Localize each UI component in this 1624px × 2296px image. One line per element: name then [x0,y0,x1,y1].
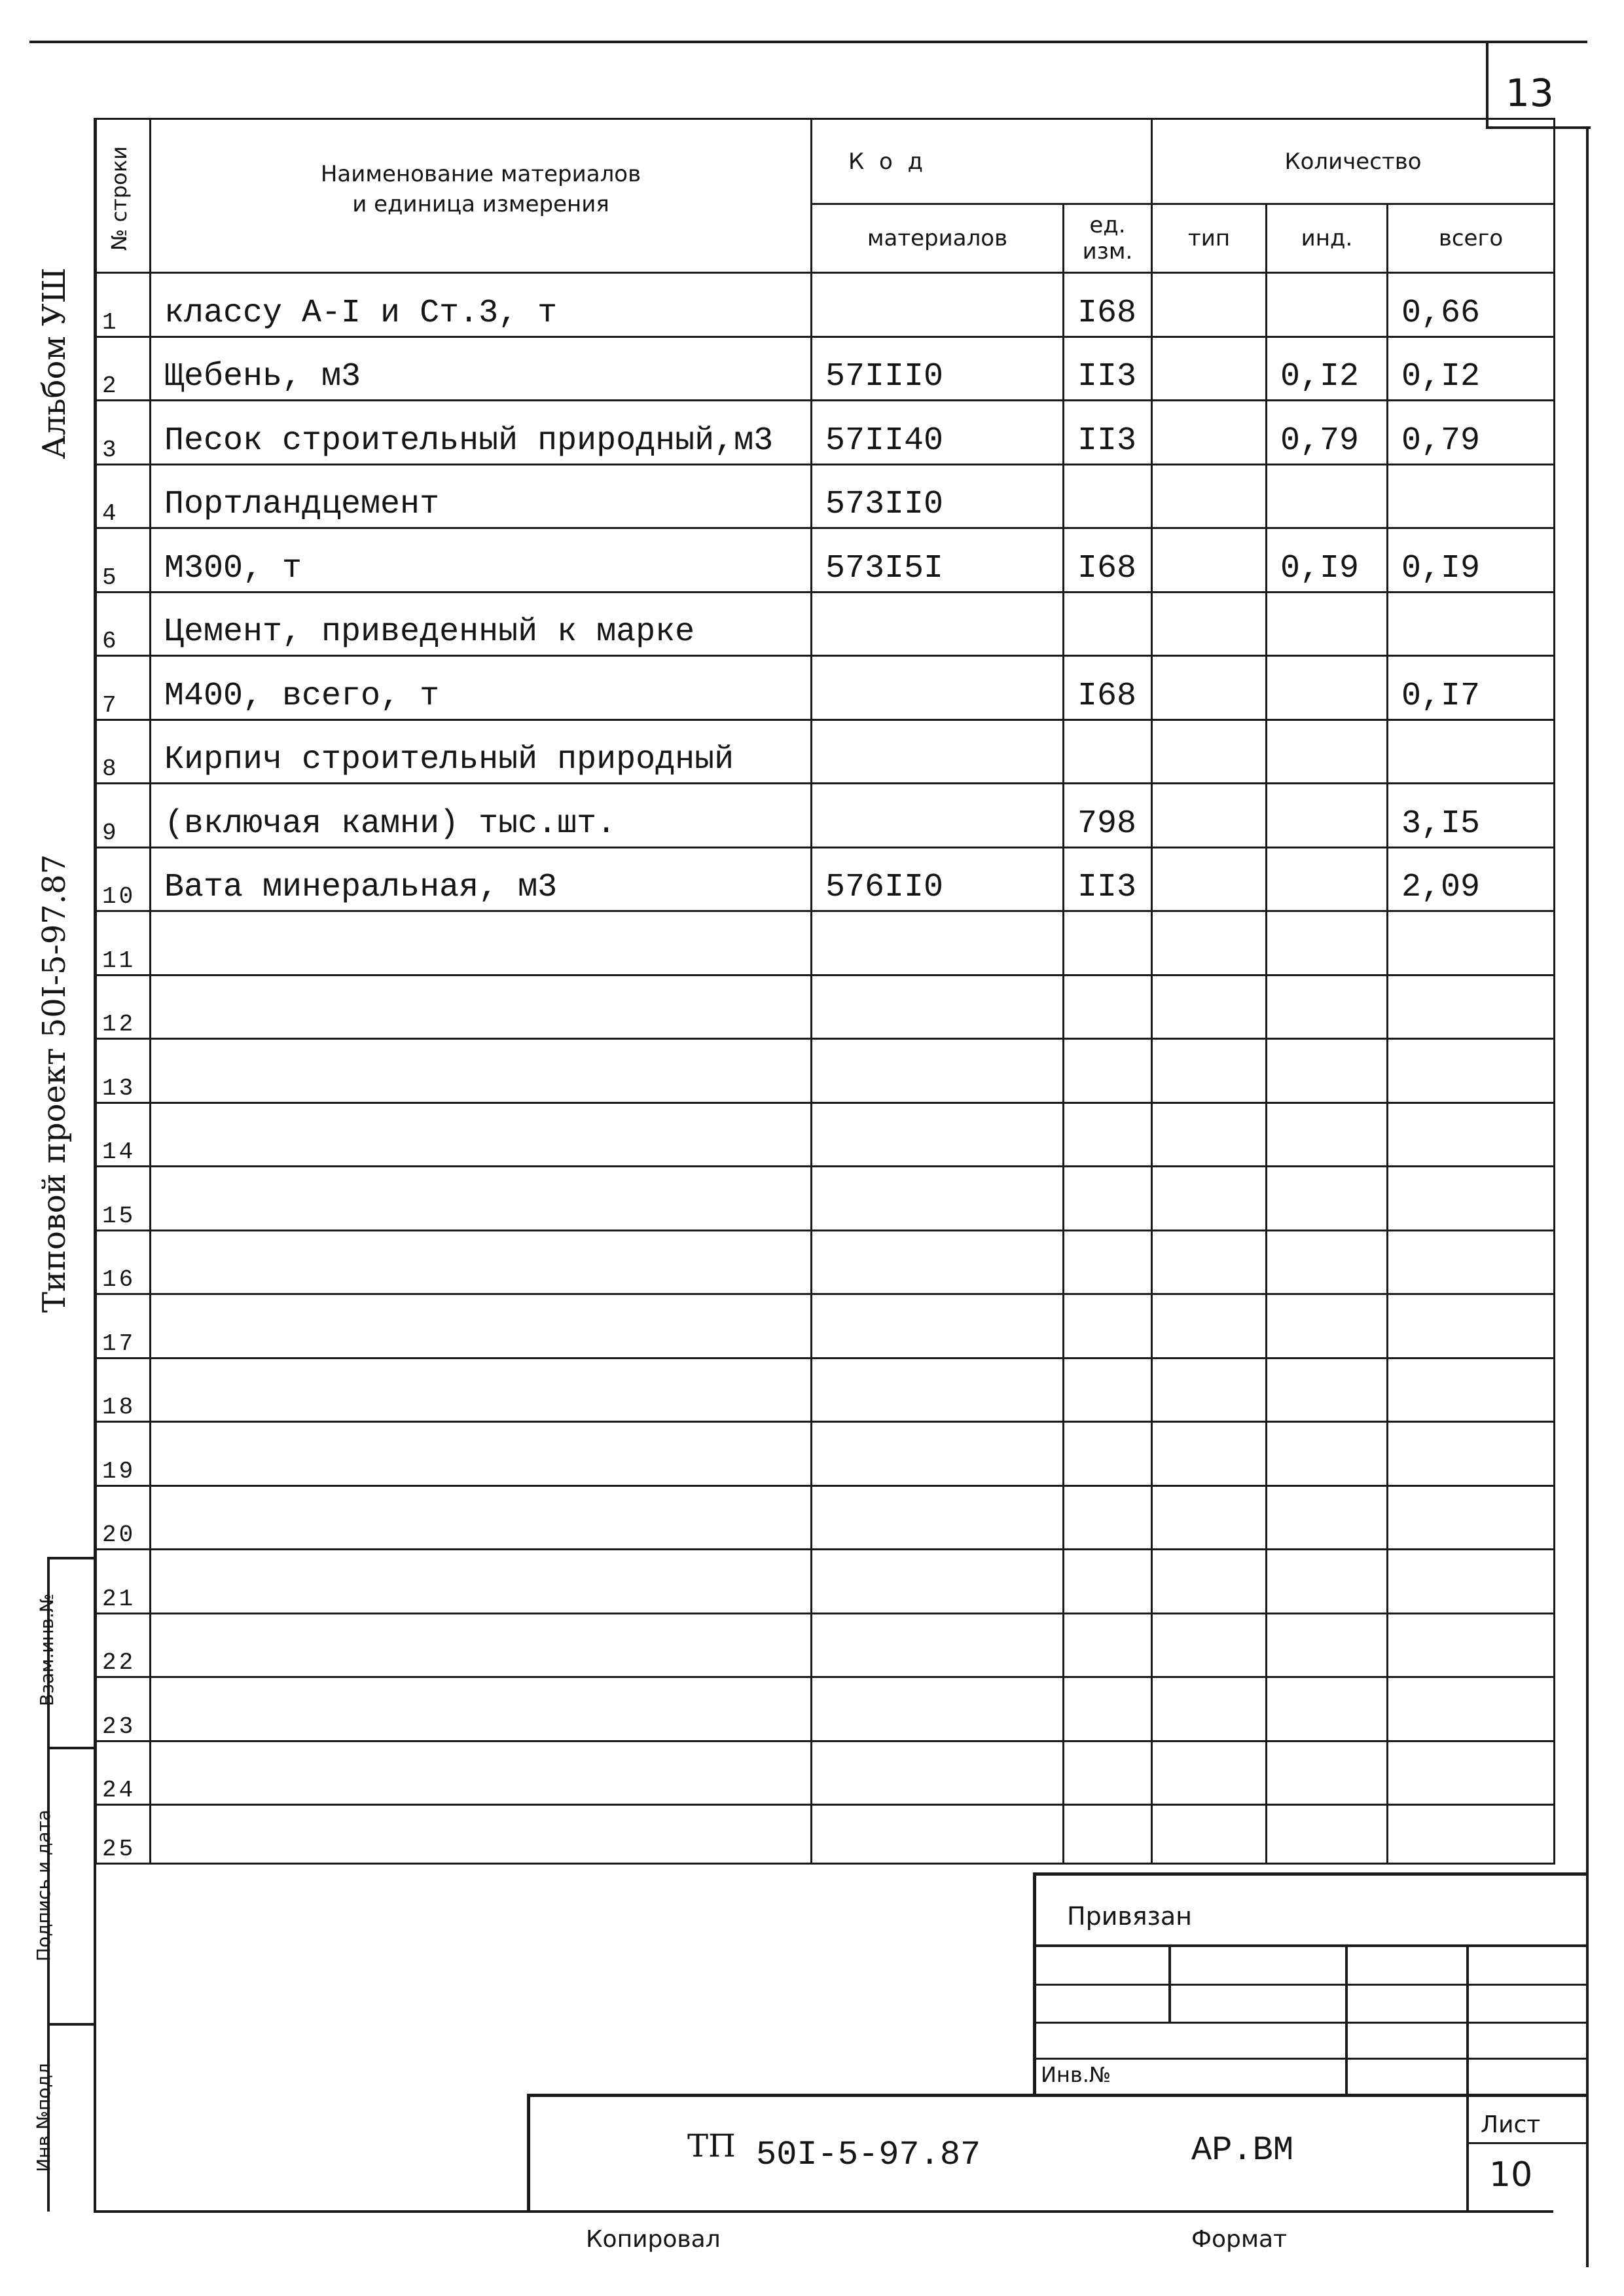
material-name [151,1741,812,1805]
table-row [96,1613,1555,1677]
qty-ind [1267,464,1388,528]
unit-code: II3 [1064,847,1152,911]
material-code [812,1741,1064,1805]
material-name [151,1550,812,1614]
materials-table [95,118,1555,1865]
material-code [812,911,1064,975]
qty-tip [1152,784,1267,848]
kopiroval-label: Копировал [586,2226,721,2253]
qty-total [1388,1613,1555,1677]
row-number: 20 [96,1485,151,1550]
qty-tip [1152,337,1267,401]
privyazan-row-1 [1034,1944,1587,1947]
table-row [96,1805,1555,1864]
unit-code [1064,1358,1152,1422]
material-name: Цемент, приведенный к марке [151,592,812,656]
qty-total: 0,I7 [1388,656,1555,720]
table-row [96,847,1555,911]
material-name [151,1167,812,1231]
document-mark: АР.ВМ [1191,2131,1294,2170]
qty-total: 3,I5 [1388,784,1555,848]
table-row [96,720,1555,784]
side-stamp-divider-3 [47,2023,96,2026]
table-row [96,911,1555,975]
project-code: 50I-5-97.87 [756,2136,981,2174]
row-number: 5 [96,528,151,592]
unit-code: I68 [1064,656,1152,720]
bottom-frame-line [94,2210,1553,2213]
qty-tip [1152,1677,1267,1741]
row-number: 1 [96,273,151,337]
table-row [96,1358,1555,1422]
table-row [96,337,1555,401]
table-row [96,1485,1555,1550]
inv-no-label: Инв.№ [1041,2062,1111,2087]
qty-tip [1152,1358,1267,1422]
row-number: 12 [96,975,151,1039]
material-code [812,1422,1064,1486]
qty-ind [1267,273,1388,337]
qty-tip [1152,1039,1267,1103]
material-code: 57III0 [812,337,1064,401]
side-stamp-divider-1 [47,1557,96,1559]
material-code [812,1039,1064,1103]
qty-tip [1152,975,1267,1039]
material-name: Кирпич строительный природный [151,720,812,784]
qty-total [1388,1550,1555,1614]
qty-ind [1267,1677,1388,1741]
qty-tip [1152,1485,1267,1550]
qty-ind: 0,I2 [1267,337,1388,401]
material-name: Вата минеральная, м3 [151,847,812,911]
unit-code [1064,1741,1152,1805]
side-stamp-divider-2 [47,1747,96,1749]
qty-total: 0,I9 [1388,528,1555,592]
page-number-box-left [1486,41,1489,129]
qty-total [1388,1422,1555,1486]
material-name: Портландцемент [151,464,812,528]
material-name: М400, всего, т [151,656,812,720]
page-number: 13 [1506,71,1554,115]
qty-ind: 0,79 [1267,401,1388,465]
qty-tip [1152,1550,1267,1614]
qty-total [1388,592,1555,656]
header-total: всего [1388,204,1555,273]
unit-code: 798 [1064,784,1152,848]
qty-total [1388,1039,1555,1103]
side-inv-label: Инв.№подл. [33,2057,54,2172]
privyazan-col-3 [1466,1944,1469,2095]
qty-ind [1267,1230,1388,1294]
qty-total: 0,66 [1388,273,1555,337]
row-number: 15 [96,1167,151,1231]
side-album-label: Альбом УШ [36,267,73,460]
qty-tip [1152,1230,1267,1294]
table-row [96,1550,1555,1614]
qty-ind: 0,I9 [1267,528,1388,592]
material-name: Щебень, м3 [151,337,812,401]
unit-code [1064,1677,1152,1741]
material-code [812,1294,1064,1358]
qty-ind [1267,1613,1388,1677]
material-name [151,1613,812,1677]
header-code: К о д [812,119,1152,204]
row-number: 16 [96,1230,151,1294]
unit-code: I68 [1064,528,1152,592]
tp-label: ТП [687,2128,736,2164]
qty-total [1388,720,1555,784]
table-row [96,656,1555,720]
qty-tip [1152,1805,1267,1864]
row-number: 18 [96,1358,151,1422]
table-row [96,528,1555,592]
unit-code [1064,1039,1152,1103]
table-row [96,1677,1555,1741]
row-number: 22 [96,1613,151,1677]
table-row [96,1422,1555,1486]
qty-total: 2,09 [1388,847,1555,911]
row-number: 2 [96,337,151,401]
qty-total [1388,1358,1555,1422]
unit-code [1064,720,1152,784]
qty-total [1388,1485,1555,1550]
qty-tip [1152,401,1267,465]
table-row [96,1230,1555,1294]
unit-code [1064,1102,1152,1167]
material-name: классу А-I и Ст.3, т [151,273,812,337]
row-number: 21 [96,1550,151,1614]
qty-ind [1267,720,1388,784]
list-label-divider [1466,2142,1587,2144]
material-name [151,1102,812,1167]
title-block-left [527,2094,530,2212]
row-number: 3 [96,401,151,465]
row-number: 6 [96,592,151,656]
material-name [151,1230,812,1294]
unit-code [1064,1805,1152,1864]
unit-code: II3 [1064,401,1152,465]
qty-total: 0,79 [1388,401,1555,465]
qty-tip [1152,1294,1267,1358]
qty-total [1388,1677,1555,1741]
qty-total [1388,1741,1555,1805]
privyazan-row-2 [1034,1984,1587,1986]
row-number: 17 [96,1294,151,1358]
header-ind: инд. [1267,204,1388,273]
material-name [151,1358,812,1422]
material-name: (включая камни) тыс.шт. [151,784,812,848]
qty-total [1388,1230,1555,1294]
table-row [96,975,1555,1039]
unit-code [1064,1485,1152,1550]
qty-ind [1267,1550,1388,1614]
title-block-list-divider [1466,2094,1469,2212]
qty-tip [1152,1613,1267,1677]
qty-tip [1152,1422,1267,1486]
header-code-material: материалов [812,204,1064,273]
row-number: 10 [96,847,151,911]
table-row [96,1741,1555,1805]
unit-code [1064,975,1152,1039]
material-code [812,592,1064,656]
material-code [812,1613,1064,1677]
qty-ind [1267,1485,1388,1550]
material-code [812,720,1064,784]
material-code [812,1485,1064,1550]
material-name [151,1039,812,1103]
table-row [96,464,1555,528]
unit-code [1064,1167,1152,1231]
qty-ind [1267,1422,1388,1486]
material-code [812,975,1064,1039]
qty-ind [1267,1805,1388,1864]
material-code [812,273,1064,337]
header-quantity: Количество [1152,119,1555,204]
table-row [96,1039,1555,1103]
qty-tip [1152,1167,1267,1231]
side-project-label: Типовой проект 50I-5-97.87 [36,854,73,1313]
unit-code [1064,1550,1152,1614]
qty-ind [1267,847,1388,911]
qty-tip [1152,273,1267,337]
unit-code [1064,1613,1152,1677]
qty-total [1388,1805,1555,1864]
material-name [151,1294,812,1358]
unit-code: I68 [1064,273,1152,337]
header-tip: тип [1152,204,1267,273]
header-row-number: № строки [96,119,151,273]
qty-ind [1267,1167,1388,1231]
material-code [812,784,1064,848]
top-border-line [29,41,1587,43]
privyazan-row-3 [1034,2022,1587,2024]
table-row [96,592,1555,656]
material-name: Песок строительный природный,м3 [151,401,812,465]
qty-tip [1152,847,1267,911]
row-number: 8 [96,720,151,784]
row-number: 4 [96,464,151,528]
unit-code [1064,1294,1152,1358]
table-row [96,784,1555,848]
qty-ind [1267,592,1388,656]
privyazan-top [1034,1872,1587,1876]
header-name: Наименование материалов и единица измерения [151,119,812,273]
qty-tip [1152,528,1267,592]
qty-total: 0,I2 [1388,337,1555,401]
row-number: 11 [96,911,151,975]
row-number: 14 [96,1102,151,1167]
material-name [151,1677,812,1741]
qty-total [1388,1102,1555,1167]
table-row [96,1167,1555,1231]
material-code [812,1167,1064,1231]
privyazan-row-4 [1034,2058,1587,2060]
material-code [812,1102,1064,1167]
side-podpis-label: Подпись и дата [33,1810,54,1961]
material-name [151,1485,812,1550]
list-label: Лист [1481,2111,1541,2138]
title-block-top [527,2094,1587,2097]
format-label: Формат [1191,2226,1288,2253]
material-code [812,1358,1064,1422]
table-row [96,1294,1555,1358]
material-code [812,656,1064,720]
qty-ind [1267,975,1388,1039]
row-number: 7 [96,656,151,720]
unit-code [1064,1422,1152,1486]
material-code: 573II0 [812,464,1064,528]
material-code [812,1677,1064,1741]
material-code [812,1805,1064,1864]
qty-tip [1152,464,1267,528]
qty-tip [1152,720,1267,784]
qty-tip [1152,1741,1267,1805]
table-row [96,1102,1555,1167]
privyazan-label: Привязан [1067,1902,1192,1931]
row-number: 13 [96,1039,151,1103]
qty-ind [1267,784,1388,848]
row-number: 9 [96,784,151,848]
qty-total [1388,464,1555,528]
row-number: 23 [96,1677,151,1741]
privyazan-col-1 [1168,1944,1171,2023]
qty-total [1388,1294,1555,1358]
qty-ind [1267,1741,1388,1805]
material-name [151,1805,812,1864]
unit-code: II3 [1064,337,1152,401]
side-vzam-label: Взам.инв.№ [36,1593,58,1707]
qty-ind [1267,911,1388,975]
table-row [96,273,1555,337]
qty-ind [1267,1294,1388,1358]
qty-tip [1152,1102,1267,1167]
unit-code [1064,464,1152,528]
material-code [812,1550,1064,1614]
privyazan-col-2 [1345,1944,1348,2095]
row-number: 19 [96,1422,151,1486]
material-name: М300, т [151,528,812,592]
row-number: 25 [96,1805,151,1864]
material-code: 573I5I [812,528,1064,592]
qty-total [1388,975,1555,1039]
qty-ind [1267,656,1388,720]
material-code: 576II0 [812,847,1064,911]
qty-ind [1267,1102,1388,1167]
unit-code [1064,911,1152,975]
qty-tip [1152,911,1267,975]
qty-total [1388,1167,1555,1231]
qty-tip [1152,656,1267,720]
material-code [812,1230,1064,1294]
list-number: 10 [1489,2155,1533,2195]
unit-code [1064,1230,1152,1294]
material-name [151,911,812,975]
material-name [151,1422,812,1486]
row-number: 24 [96,1741,151,1805]
qty-ind [1267,1039,1388,1103]
qty-total [1388,911,1555,975]
qty-tip [1152,592,1267,656]
header-unit: ед. изм. [1064,204,1152,273]
qty-ind [1267,1358,1388,1422]
material-code: 57II40 [812,401,1064,465]
table-row [96,401,1555,465]
unit-code [1064,592,1152,656]
material-name [151,975,812,1039]
